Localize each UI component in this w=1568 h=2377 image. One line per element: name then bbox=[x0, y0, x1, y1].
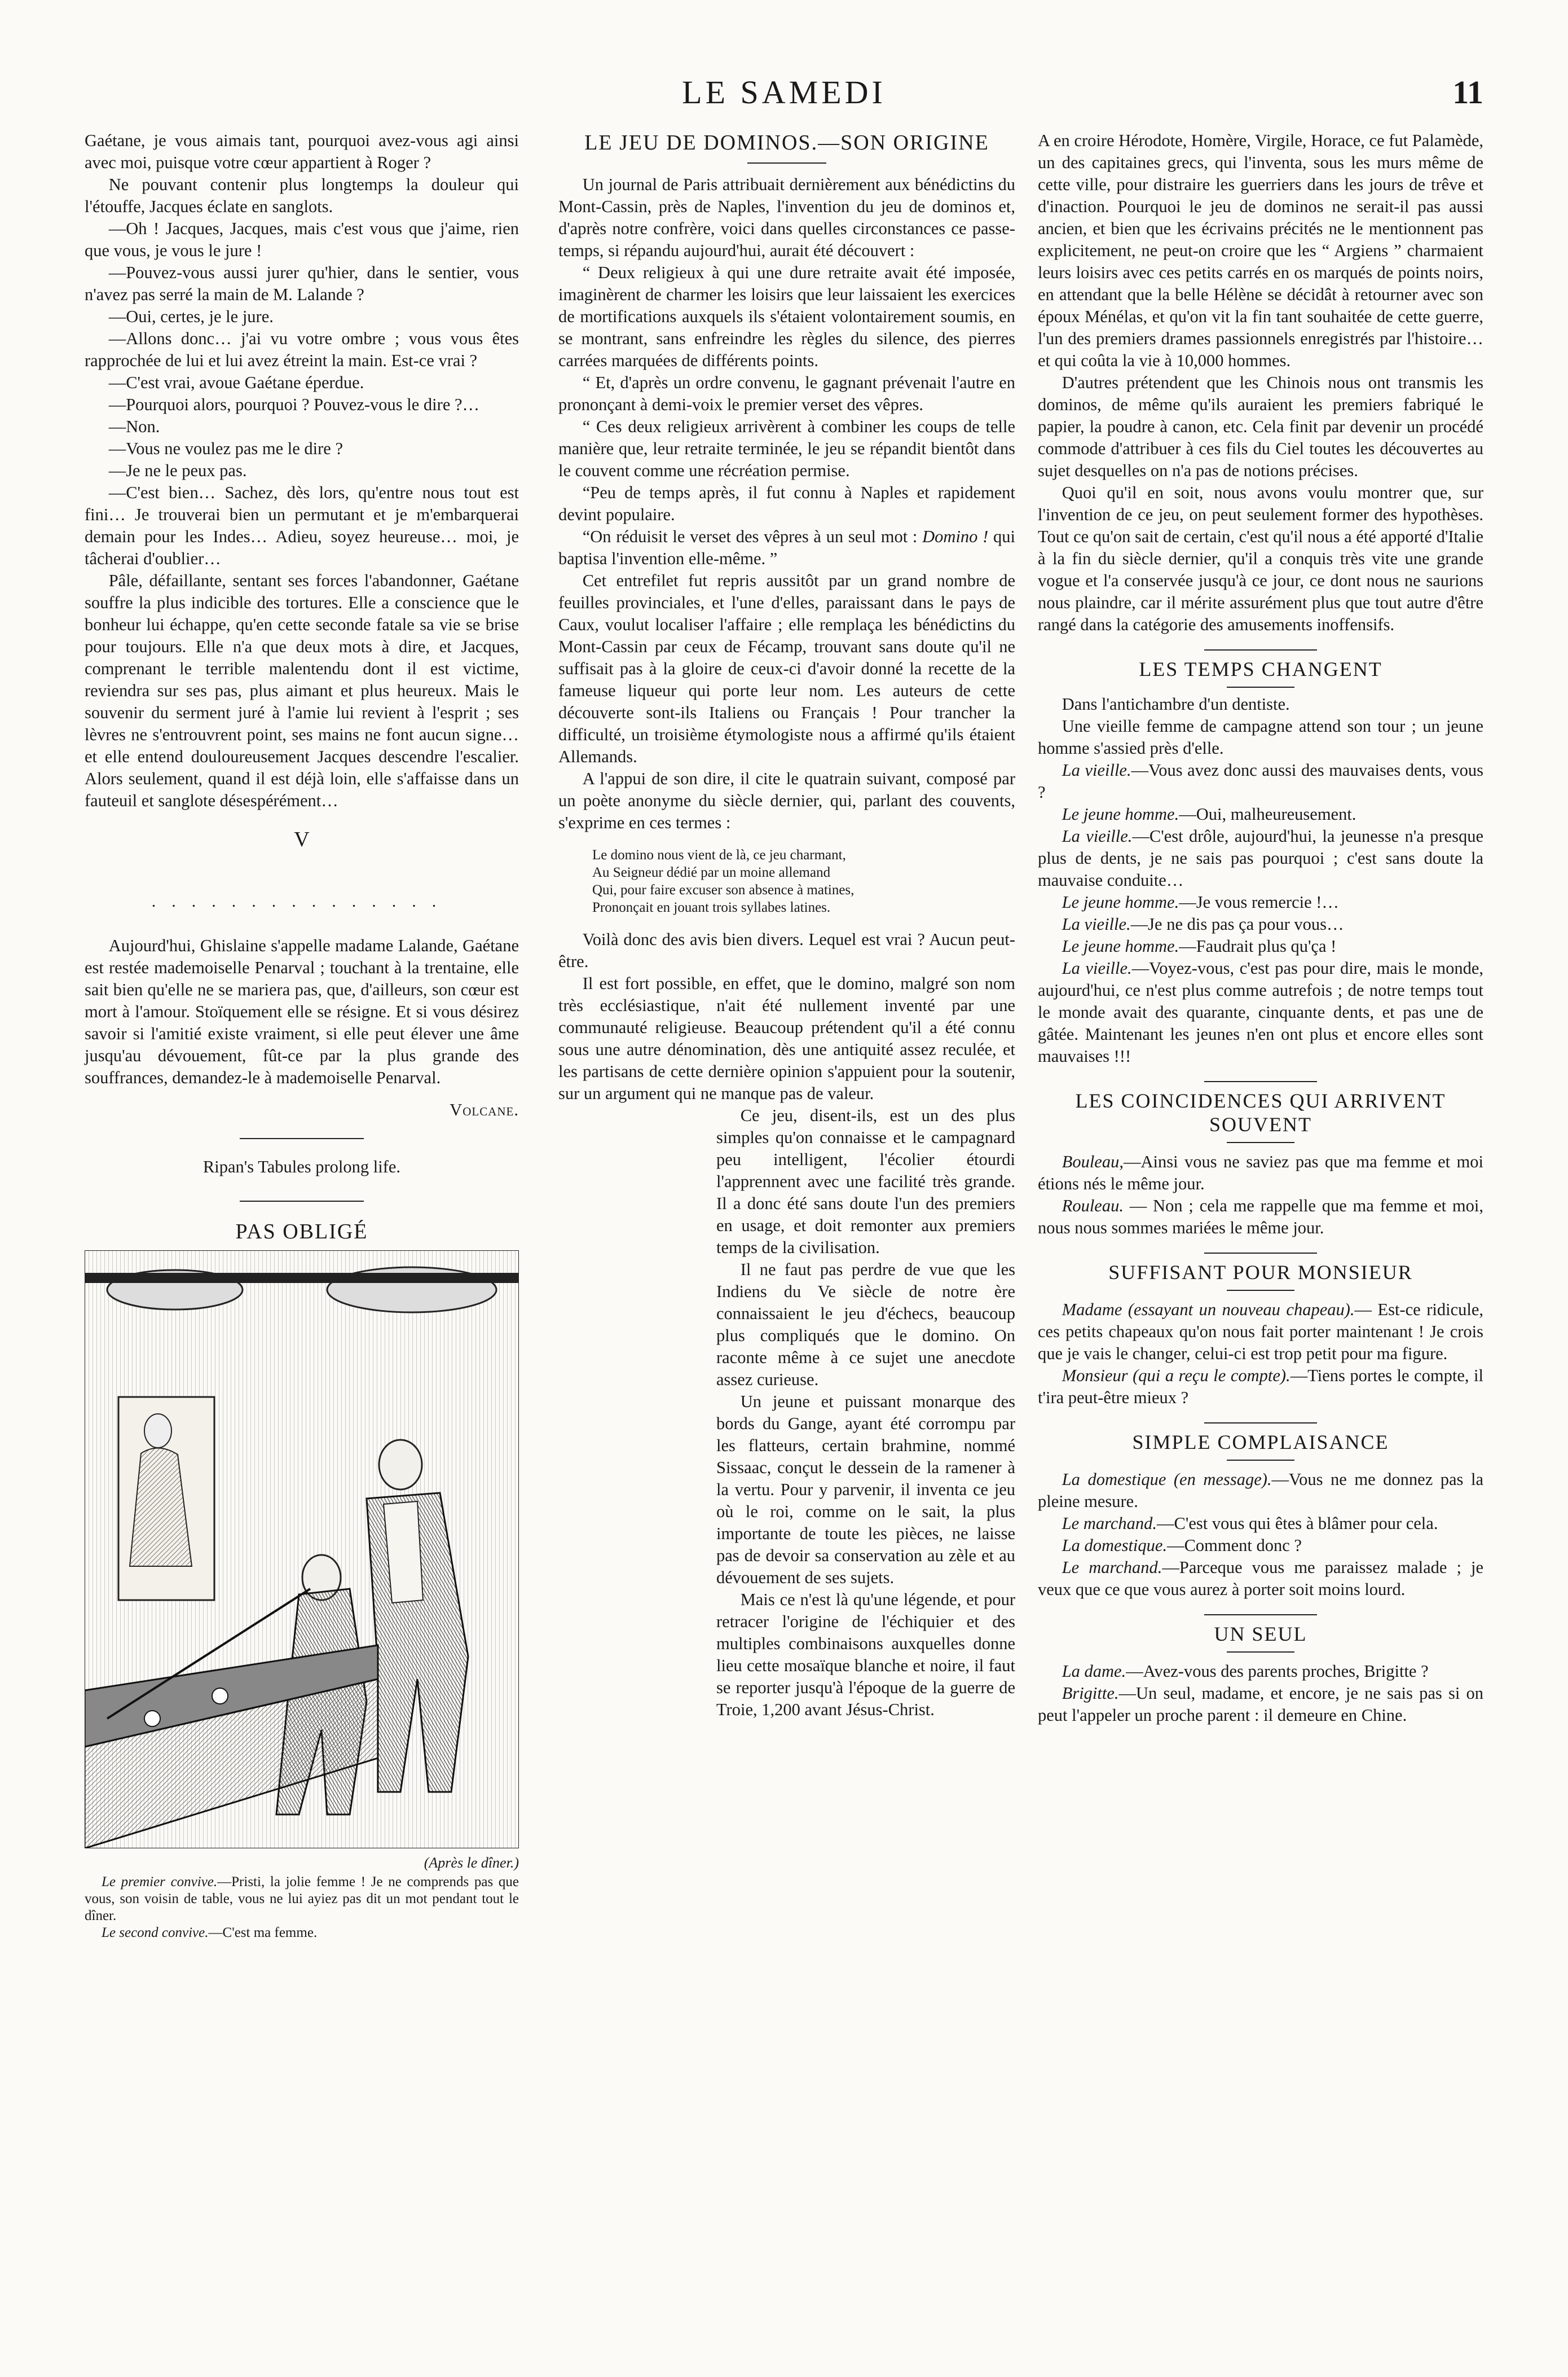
paragraph: —Pourquoi alors, pourquoi ? Pouvez-vous le dire ?… bbox=[108, 395, 480, 414]
divider bbox=[1227, 1290, 1294, 1291]
text: qui baptisa l'invention elle-même. ” bbox=[558, 527, 1016, 568]
paragraph: —C'est bien… Sachez, dès lors, qu'entre nous tout est fini… Je trouverai bien un permutant et je m'embarquerai demain pour les Indes… Adieu, soyez heureuse… moi, je tâcherai d'oublier… bbox=[85, 483, 519, 568]
advertisement-line: Ripan's Tabules prolong life. bbox=[202, 1157, 401, 1176]
divider bbox=[1227, 1460, 1294, 1461]
poem-line: Qui, pour faire excuser son absence à matines, bbox=[592, 882, 855, 898]
section-title: UN SEUL bbox=[1214, 1623, 1307, 1645]
speech: —Faudrait plus qu'ça ! bbox=[1179, 937, 1337, 956]
speech: —Comment donc ? bbox=[1167, 1536, 1302, 1555]
divider bbox=[240, 1138, 364, 1139]
caption-text: —C'est ma femme. bbox=[208, 1925, 318, 1940]
speaker: La vieille. bbox=[1062, 959, 1132, 978]
speaker: Madame (essayant un nouveau chapeau). bbox=[1062, 1300, 1355, 1319]
speaker: Le jeune homme. bbox=[1062, 805, 1179, 824]
speech: —Ainsi vous ne saviez pas que ma femme et moi étions nés le même jour. bbox=[1038, 1152, 1483, 1193]
dialogue-line bbox=[1038, 1682, 1483, 1726]
paragraph: A l'appui de son dire, il cite le quatrain suivant, composé par un poète anonyme du siècle dernier, qui, parlant des couvents, s'exprime en ces termes : bbox=[558, 769, 1015, 832]
section-title: LES COINCIDENCES QUI ARRIVENT bbox=[1075, 1089, 1446, 1112]
paragraph: —Oh ! Jacques, Jacques, mais c'est vous que j'aime, rien que vous, je vous le jure ! bbox=[85, 219, 519, 260]
speech: —Oui, malheureusement. bbox=[1179, 805, 1356, 824]
speaker: Le marchand. bbox=[1062, 1558, 1162, 1577]
divider bbox=[747, 162, 826, 164]
speech: —Tiens portes le compte, il t'ira peut-être mieux ? bbox=[1038, 1366, 1483, 1407]
paragraph: Pâle, défaillante, sentant ses forces l'abandonner, Gaétane souffre la plus indicible des tortures. Elle a conscience que le bonheur lui échappe, qu'en cette seconde fatale sa vie se brise pour toujours. Elle n'a que deux mots à dire, et Jacques, comprenant le terrible malentendu dont il est victime, reviendra sur ses pas, plus aimant et plus heureux. Mais le souvenir du serment juré à l'amie lui revient à l'esprit ; ses lèvres ne s'entrouvrent point, ses mains ne font aucun signe… et elle entend douloureusement Jacques descendre l'escalier. Alors seulement, quand il est déjà loin, elle s'affaisse dans un fauteuil et sanglote désespérément… bbox=[85, 571, 519, 810]
paragraph: —C'est vrai, avoue Gaétane éperdue. bbox=[108, 373, 364, 392]
paragraph: Il ne faut pas perdre de vue que les Indiens du Ve siècle de notre ère connaissaient le jeu d'échecs, beaucoup plus compliqués que le domino. On raconte même à ce sujet une anecdote assez curieuse. bbox=[716, 1260, 1015, 1389]
paragraph: Voilà donc des avis bien divers. Lequel est vrai ? Aucun peut-être. bbox=[558, 930, 1015, 971]
paragraph: —Je ne le peux pas. bbox=[108, 461, 247, 480]
divider bbox=[1227, 1142, 1294, 1143]
paragraph: Une vieille femme de campagne attend son tour ; un jeune homme s'assied près d'elle. bbox=[1038, 717, 1483, 758]
author-signature: Volcane. bbox=[450, 1100, 519, 1119]
divider bbox=[1204, 1253, 1317, 1254]
speech: —Je vous remercie !… bbox=[1179, 893, 1339, 912]
speech: —Avez-vous des parents proches, Brigitte ? bbox=[1126, 1662, 1429, 1681]
speaker: Brigitte. bbox=[1062, 1684, 1119, 1703]
divider bbox=[1204, 1422, 1317, 1423]
poem-line: Le domino nous vient de là, ce jeu charmant, bbox=[592, 847, 846, 863]
dialogue-line bbox=[1038, 1535, 1483, 1557]
dialogue-line bbox=[1038, 1660, 1483, 1682]
poem-line: Prononçait en jouant trois syllabes latines. bbox=[592, 900, 831, 915]
speech: — Est-ce ridicule, ces petits chapeaux qu'on nous fait porter maintenant ! Je crois que je vais le changer, celui-ci est trop petit pour ma figure. bbox=[1038, 1300, 1483, 1363]
section-title: LES TEMPS CHANGENT bbox=[1139, 658, 1382, 680]
paragraph: “Peu de temps après, il fut connu à Naples et rapidement devint populaire. bbox=[558, 483, 1015, 524]
cartoon-caption bbox=[85, 1874, 519, 1941]
speech: —Je ne dis pas ça pour vous… bbox=[1130, 915, 1344, 934]
divider bbox=[1204, 649, 1317, 651]
column-3 bbox=[1038, 130, 1483, 1726]
paragraph: —Allons donc… j'ai vu votre ombre ; vous vous êtes rapprochée de lui et lui avez étreint la main. Est-ce vrai ? bbox=[85, 329, 519, 370]
text: “On réduisit le verset des vêpres à un seul mot : bbox=[582, 527, 918, 546]
masthead-title: LE SAMEDI bbox=[682, 74, 886, 111]
column-1 bbox=[85, 130, 519, 1941]
speaker: La vieille. bbox=[1062, 915, 1131, 934]
paragraph: Il est fort possible, en effet, que le domino, malgré son nom très ecclésiastique, n'ait été nullement inventé par une communauté religieuse. Beaucoup prétendent qu'il a été connu sous une autre dénomination, dès une antiquité assez reculée, et les partisans de cette dernière opinion s'appuient pour la soutenir, sur un argument qui ne manque pas de valeur. bbox=[558, 974, 1015, 1103]
speaker: La domestique. bbox=[1062, 1536, 1168, 1555]
paragraph: “ Ces deux religieux arrivèrent à combiner les coups de telle manière que, leur retraite terminée, le jeu se répandit bientôt dans le couvent comme une récréation permise. bbox=[558, 417, 1015, 480]
paragraph: Un jeune et puissant monarque des bords du Gange, ayant été corrompu par les flatteurs, certain brahmine, nommé Sissaac, conçut le dessein de la ramener à la vertu. Pour y parvenir, il inventa ce jeu où le roi, comme on le sait, la plus importante de toute les pièces, ne laisse pas de devoir sa conservation au zèle et au dévouement de ses sujets. bbox=[716, 1392, 1015, 1587]
speaker: Rouleau. bbox=[1062, 1196, 1124, 1215]
caption-speaker: Le premier convive. bbox=[102, 1874, 218, 1890]
section-title-cont: SOUVENT bbox=[1209, 1113, 1312, 1136]
speaker: Le jeune homme. bbox=[1062, 937, 1179, 956]
dialogue-line bbox=[1038, 825, 1483, 891]
divider bbox=[240, 1201, 364, 1202]
column-2 bbox=[558, 130, 1015, 1721]
section-title: SUFFISANT POUR MONSIEUR bbox=[1108, 1261, 1413, 1284]
domino-word: Domino ! bbox=[922, 527, 989, 546]
paragraph: —Pouvez-vous aussi jurer qu'hier, dans le sentier, vous n'avez pas serré la main de M. Lalande ? bbox=[85, 263, 519, 304]
dialogue-line bbox=[1038, 1469, 1483, 1513]
dialogue-line bbox=[1038, 1557, 1483, 1601]
dialogue-line bbox=[1038, 935, 1483, 957]
speech: —C'est drôle, aujourd'hui, la jeunesse n'a presque plus de dents, je ne sais pas pourquoi ; c'est sans doute la mauvaise conduite… bbox=[1038, 827, 1483, 890]
page-number: 11 bbox=[1452, 74, 1483, 111]
caption-speaker: Le second convive. bbox=[102, 1925, 209, 1940]
paragraph: Gaétane, je vous aimais tant, pourquoi avez-vous agi ainsi avec moi, puisque votre cœur appartient à Roger ? bbox=[85, 131, 519, 172]
dialogue-line bbox=[1038, 759, 1483, 803]
paragraph: —Non. bbox=[108, 417, 160, 436]
dialogue-line bbox=[1038, 891, 1483, 913]
speaker: Monsieur (qui a reçu le compte). bbox=[1062, 1366, 1290, 1385]
speaker: Bouleau, bbox=[1062, 1152, 1124, 1171]
speech: —C'est vous qui êtes à blâmer pour cela. bbox=[1157, 1514, 1438, 1533]
paragraph bbox=[558, 526, 1015, 570]
page-header bbox=[85, 73, 1483, 124]
dialogue-line bbox=[1038, 1195, 1483, 1239]
section-title: SIMPLE COMPLAISANCE bbox=[1132, 1431, 1389, 1453]
paragraph: D'autres prétendent que les Chinois nous ont transmis les dominos, de même qu'ils auraient les premiers fabriqué le papier, la poudre à canon, etc. Cela finit par devenir un procédé commode d'attribuer à ces fils du Ciel toutes les découvertes au sujet desquelles on n'a pas de notions précises. bbox=[1038, 373, 1483, 480]
divider bbox=[1227, 1651, 1294, 1653]
paragraph: Dans l'antichambre d'un dentiste. bbox=[1062, 695, 1290, 714]
dot-separator: ............... bbox=[151, 892, 452, 911]
speech: — Non ; cela me rappelle que ma femme et moi, nous nous sommes mariées le même jour. bbox=[1038, 1196, 1483, 1237]
dialogue-line bbox=[1038, 1365, 1483, 1409]
caption-text: —Pristi, la jolie femme ! Je ne comprends pas que vous, son voisin de table, vous ne lui ayiez pas dit un mot pendant tout le dîner. bbox=[85, 1874, 519, 1923]
paragraph: Cet entrefilet fut repris aussitôt par un grand nombre de feuilles provinciales, et l'une d'elles, paraissant dans le pays de Caux, voulut localiser l'affaire ; elle remplaça les bénédictins du Mont-Cassin par ceux de Fécamp, trouvant sans doute qu'il ne suffisait pas à la gloire de ceux-ci d'avoir donné la recette de la fameuse liqueur qui porte leur nom. Les auteurs de cette découverte sont-ils Italiens ou Français ! Pour trancher la difficulté, un troisième étymologiste nous a affirmé qu'ils étaient Allemands. bbox=[558, 571, 1015, 766]
speech: —Vous avez donc aussi des mauvaises dents, vous ? bbox=[1038, 761, 1483, 802]
billiards-engraving bbox=[85, 1250, 519, 1848]
speaker: La domestique (en message). bbox=[1062, 1470, 1272, 1489]
paragraph: Aujourd'hui, Ghislaine s'appelle madame Lalande, Gaétane est restée mademoiselle Penarval ; touchant à la trentaine, elle sait bien qu'elle ne se mariera pas, que, d'ailleurs, son cœur est mort à l'amour. Stoïquement elle se résigne. Et si vous désirez savoir si l'amitié existe vraiment, si elle peut élever une âme jusqu'au dévouement, fût-ce par la plus grande des souffrances, demandez-le à mademoiselle Penarval. bbox=[85, 936, 519, 1087]
cartoon-illustration bbox=[85, 1250, 519, 1848]
paragraph: “ Deux religieux à qui une dure retraite avait été imposée, imaginèrent de charmer les loisirs que leur laissaient les exercices de mortifications auxquels ils s'étaient volontairement soumis, en se montrant, sans enfreindre les règles du silence, des pierres carrées marquées de différents points. bbox=[558, 263, 1015, 370]
dialogue-line bbox=[1038, 803, 1483, 825]
divider bbox=[1227, 687, 1294, 688]
paragraph: —Vous ne voulez pas me le dire ? bbox=[108, 439, 343, 458]
dialogue-line bbox=[1038, 1299, 1483, 1365]
speaker: Le jeune homme. bbox=[1062, 893, 1179, 912]
speaker: La vieille. bbox=[1062, 761, 1131, 780]
speech: —Parceque vous me paraissez malade ; je veux que ce que vous aurez à porter soit moins lourd. bbox=[1038, 1558, 1483, 1599]
speech: —Voyez-vous, c'est pas pour dire, mais le monde, aujourd'hui, ce n'est plus comme autrefois ; de notre temps tout le monde avait des quarante, cinquante dents, et pas une de gâtée. Maintenant les jeunes n'en ont plus et encore elles sont mauvaises !!! bbox=[1038, 959, 1483, 1066]
dialogue-line bbox=[1038, 1151, 1483, 1195]
article-headline: LE JEU DE DOMINOS.—SON ORIGINE bbox=[584, 131, 989, 155]
cartoon-title: PAS OBLIGÉ bbox=[235, 1220, 368, 1244]
poem-line: Au Seigneur dédié par un moine allemand bbox=[592, 865, 831, 880]
paragraph: Ce jeu, disent-ils, est un des plus simples qu'on connaisse et le campagnard peu intelligent, l'écolier étourdi l'apprennent avec une facilité très grande. Il a donc été sans doute l'un des premiers en usage, et doit remonter aux premiers temps de la civilisation. bbox=[716, 1106, 1015, 1257]
speaker: Le marchand. bbox=[1062, 1514, 1157, 1533]
speaker: La vieille. bbox=[1062, 827, 1133, 846]
paragraph: A en croire Hérodote, Homère, Virgile, Horace, ce fut Palamède, un des capitaines grecs, qui l'inventa, sous les murs même de cette ville, pour distraire les guerriers dans les jours de trêve et d'inaction. Pourquoi le jeu de dominos ne serait-il pas aussi ancien, et bien que les écrivains précités ne le mentionnent pas explicitement, ne peut-on croire que les “ Argiens ” charmaient leurs loisirs avec ces petits carrés en os marqués de points noirs, en attendant que la belle Hélène se décidât à retourner avec son époux Ménélas, et qu'on vit la fin tant souhaitée de cette guerre, l'un des premiers drames passionnels enregistrés par l'histoire… et qui coûta la vie à 10,000 hommes. bbox=[1038, 131, 1483, 370]
dialogue-line bbox=[1038, 1513, 1483, 1535]
cartoon-credit: (Après le dîner.) bbox=[424, 1855, 519, 1871]
paragraph: —Oui, certes, je le jure. bbox=[108, 307, 274, 326]
section-number: V bbox=[294, 828, 310, 851]
speech: —Vous ne me donnez pas la pleine mesure. bbox=[1038, 1470, 1483, 1511]
paragraph: Un journal de Paris attribuait dernièrement aux bénédictins du Mont-Cassin, près de Naples, l'invention du jeu de dominos et, d'après notre confrère, voici dans quelles circonstances ce passe-temps, si répandu aujourd'hui, aurait été découvert : bbox=[558, 175, 1015, 260]
quatrain bbox=[592, 846, 1015, 916]
divider bbox=[1204, 1614, 1317, 1615]
speaker: La dame. bbox=[1062, 1662, 1126, 1681]
paragraph: “ Et, d'après un ordre convenu, le gagnant prévenait l'autre en prononçant à demi-voix le premier verset des vêpres. bbox=[558, 373, 1015, 414]
dialogue-line bbox=[1038, 957, 1483, 1067]
paragraph: Mais ce n'est là qu'une légende, et pour retracer l'origine de l'échiquier et des multiples combinaisons auxquelles donne lieu cette mosaïque blanche et noire, il faut se reporter jusqu'à l'époque de la guerre de Troie, 1,200 avant Jésus-Christ. bbox=[716, 1590, 1015, 1719]
paragraph: Ne pouvant contenir plus longtemps la douleur qui l'étouffe, Jacques éclate en sanglots. bbox=[85, 175, 519, 216]
speech: —Un seul, madame, et encore, je ne sais pas si on peut l'appeler un proche parent : il demeure en Chine. bbox=[1038, 1684, 1483, 1725]
dialogue-line bbox=[1038, 913, 1483, 935]
divider bbox=[1204, 1081, 1317, 1082]
paragraph: Quoi qu'il en soit, nous avons voulu montrer que, sur l'invention de ce jeu, on peut seulement former des hypothèses. Tout ce qu'on sait de certain, c'est qu'il nous a été apporté d'Italie à la fin du siècle dernier, qu'il a conquis très vite une grande vogue et l'a conservée jusqu'à ce jour, ce dont nous ne saurions nous plaindre, car il mérite assurément plus que tout autre d'être rangé dans la catégorie des amusements inoffensifs. bbox=[1038, 483, 1483, 634]
